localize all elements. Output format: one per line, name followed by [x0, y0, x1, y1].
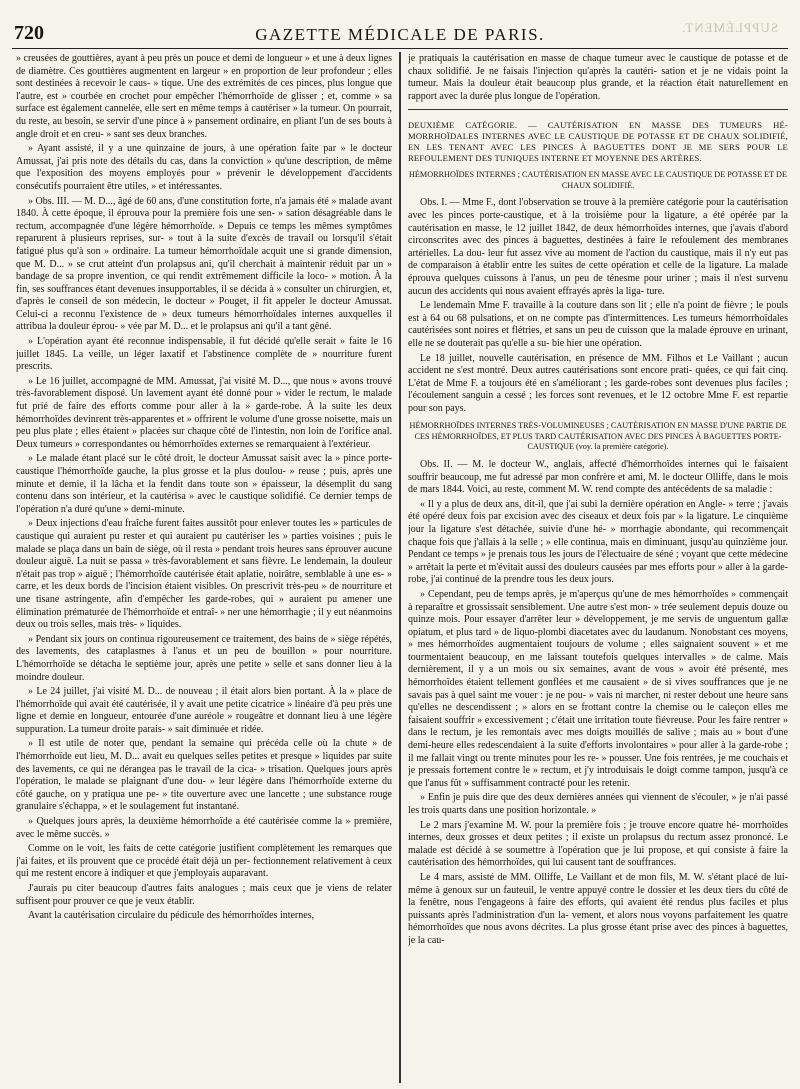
journal-title: GAZETTE MÉDICALE DE PARIS.: [255, 25, 545, 44]
observation-paragraph: Le 18 juillet, nouvelle cautérisation, en présence de MM. Filhos et Le Vaillant ; aucun accident ne s'est montré. Deux autres cautérisations sont encore prati- quées, ce qui fait cinq. L'état de Mme F. a toujours été en s'améliorant ; les garde-robes sont devenues plus faciles ; l'écoulement sanguin a cessé ; les forces sont revenues, et le 12 octobre Mme F. est repartie pour son pays.: [408, 352, 788, 414]
observation-paragraph: Le lendemain Mme F. travaille à la couture dans son lit ; elle n'a point de fièvre ; le pouls est à 64 ou 68 pulsations, et on ne compte pas d'intermittences. Les tumeurs hémorrhoïdales cautérisées sont noires et flétries, et sans un peu de cuisson que la malade éprouve en urinant, elle ne se douterait pas qu'elle a su- bie hier une opération.: [408, 300, 788, 349]
paragraph: » Quelques jours après, la deuxième hémorrhoïde a été cautérisée comme la » première, avec le même succès. »: [16, 816, 392, 840]
paragraph: J'aurais pu citer beaucoup d'autres faits analogues ; mais ceux que je viens de relater suffisent pour prouver ce que je veux établir.: [16, 883, 392, 907]
paragraph: Comme on le voit, les faits de cette catégorie justifient complètement les remarques que j'ai faites, et ils prouvent que ce procédé était déjà un per- fectionnement relativement à ceux qui me restent encore à indiquer et que j'employais auparavant.: [16, 843, 392, 880]
page-header: [12, 20, 788, 49]
observation-paragraph: Le 4 mars, assisté de MM. Olliffe, Le Vaillant et de mon fils, M. W. s'étant placé de lui-même à genoux sur un fauteuil, le ventre appuyé contre le dossier et les deux tiers du côté de la fenêtre, nous l'engageons à faire des efforts, qui avaient été rendus plus faciles et plus puissants après l'administration d'un la- vement, et alors nous voyons parfaitement les quatre hémorrhoïdes que nous avons décrites. La plus grosse étant prise avec des pinces à baguettes, je la cau-: [408, 871, 788, 946]
column-divider: [399, 52, 401, 1083]
paragraph: » Le 16 juillet, accompagné de MM. Amussat, j'ai visité M. D..., que nous » avons trouvé très-favorablement disposé. Un lavement ayant été donné pour » vider le rectum, le malade fut prié de faire des efforts comme pour aller à la » garde-robe. À la suite les deux hémorrhoïdes devinrent très-apparentes et » offrirent le volume d'une grosse noisette, mais un peu plus plate ; elles étaient » placées sur chaque côté de l'intestin, non loin de l'orifice anal. Deux tumeurs » correspondantes ou hémorrhoïdes externes se remarquaient à l'extérieur.: [16, 375, 392, 450]
paragraph: » Obs. III. — M. D..., âgé de 60 ans, d'une constitution forte, n'a jamais été » malade avant 1840. À cette époque, il éprouva pour la première fois une sen- » sation désagréable dans le rectum, accompagnée d'une légère hémorrhoïde. » Depuis ce temps les mêmes symptômes reparurent à plusieurs reprises, sur- » tout à la suite d'excès de travail ou lorsqu'il s'était fatigué plus qu'à son » ordinaire. La tumeur hémorrhoïdale acquit une si grande dimension, que M. D... » se crut atteint d'un prolapsus ani, qu'il cherchait à maintenir réduit par un » bandage de sa propre invention, ce qui rendit extrêmement difficile la loco- » motion. À la fin, ses souffrances étant devenues insupportables, il se décida à » consulter un chirurgien, et, d'après le conseil de son médecin, le docteur » Pouget, il fit appeler le docteur Amussat. Celui-ci a reconnu l'existence de » deux tumeurs hémorrhoïdales internes auxquelles il attribua la douleur éprou- » vée par M. D... et le prolapsus ani qu'il a tant gêné.: [16, 195, 392, 333]
left-column: [16, 53, 392, 1085]
observation-paragraph: Obs. I. — Mme F., dont l'observation se trouve à la première catégorie pour la cautérisation avec les pinces porte-caustique, et à la troisième pour la ligature, a été opérée par la cautérisation en masse, le 12 juillet 1842, de deux hémorrhoïdes internes, que j'avais d'abord circonscrites avec des pinces à baguettes, destinées à faire le refoulement des membranes artérielles. La dou- leur fut assez vive au moment de l'action du caustique, mais il n'y eut pas de comparaison à établir entre les suites de cette opération et celle de la ligature. La malade éprouva quelques cuissons à l'anus, un peu de ténesme pour uriner ; mais il n'est survenu aucun des accidents qui nous avaient effrayés après la liga- ture.: [408, 197, 788, 297]
subheading: HÉMORRHOÏDES INTERNES ; CAUTÉRISATION EN MASSE AVEC LE CAUSTIQUE DE POTASSE ET DE CHAUX SOLIDIFIÉ.: [409, 170, 787, 190]
subheading: HÉMORRHOÏDES INTERNES TRÈS-VOLUMINEUSES ; CAUTÉRISATION EN MASSE D'UNE PARTIE DE CES HÉMORRHOÏDES, ET PLUS TARD CAUTÉRISATION AVEC DES PINCES À BAGUETTES PORTE-CAUSTIQUE (voy. la première catégorie).: [409, 421, 787, 452]
paragraph: » Pendant six jours on continua rigoureusement ce traitement, des bains de » siège répétés, des lavements, des cataplasmes à l'anus et un peu de bouillon » pour nourriture. L'hémorrhoïde se détacha le septième jour, après une petite » selle et sans donner lieu à la moindre douleur.: [16, 633, 392, 683]
observation-paragraph: » Enfin je puis dire que des deux dernières années qui viennent de s'écouler, » je n'ai passé les trois quarts dans une position horizontale. »: [408, 792, 788, 816]
paragraph: » Il est utile de noter que, pendant la semaine qui précéda celle où la chute » de l'hémorrhoïde eut lieu, M. D... avait eu quelques selles petites et presque » liquides par suite des lavements, ce qui ne dérangea pas le travail de la cica- » trisation. Quelques jours après l'opération, le malade se plaignant d'une dou- » leur légère dans l'hémorrhoïde externe du côté gauche, on y pratiqua une pe- » tite ouverture avec une lancette ; une substance rouge granulaire s'échappa, » et le soulagement fut instantané.: [16, 738, 392, 813]
right-column: [408, 53, 788, 1085]
paragraph: » creusées de gouttières, ayant à peu près un pouce et demi de longueur » et une à deux lignes de diamètre. Ces gouttières augmentent en largeur » en proportion de leur profondeur ; elles sont destinées à recevoir le caus- » tique. Une des extrémités de ces pinces, plus longue que l'autre, est » courbée en crochet pour empêcher l'hémorrhoïde de glisser ; et, comme » sa surface est également cannelée, elle sert en même temps à cautériser » la tumeur. On pourrait, du reste, au besoin, se servir d'une pince à » pansement ordinaire, en pliant l'un de ses bouts à angle droit et en creu- » sant ses deux branches.: [16, 53, 392, 140]
paragraph: » Le malade étant placé sur le côté droit, le docteur Amussat saisit avec la » pince porte-caustique l'hémorrhoïde gauche, la plus grosse et la plus doulou- » reuse ; puis, après une minute et demie, il la lâcha et la fendit dans toute son » épaisseur, la désemplit du sang contenu dans son intérieur, et la cautérisa » avec le caustique solidifié. Ce dernier temps de l'opération n'a duré qu'une » demi-minute.: [16, 453, 392, 515]
paragraph: » Le 24 juillet, j'ai visité M. D... de nouveau ; il était alors bien portant. À la » place de l'hémorrhoïde qui avait été cautérisée, il y avait une petite cicatrice » linéaire d'à peu près une ligne et demie en longueur, entourée d'une auréole » rougeâtre et donnant lieu à une légère suppuration. La tumeur droite parais- » sait diminuée et ridée.: [16, 686, 392, 735]
paragraph: » L'opération ayant été reconnue indispensable, il fut décidé qu'elle serait » faite le 16 juillet 1845. La veille, un léger laxatif et l'abstinence complète de » nourriture furent prescrits.: [16, 336, 392, 373]
paragraph: » Ayant assisté, il y a une quinzaine de jours, à une opération faite par » le docteur Amussat, j'ai pris note des détails du cas, dans la conviction » qu'une description, de même que l'exposition des moyens employés pour » prévenir le développement d'accidents consécutifs pourraient être utiles, » et intéressantes.: [16, 143, 392, 192]
page-number: 720: [14, 22, 44, 44]
observation-paragraph: » Cependant, peu de temps après, je m'aperçus qu'une de mes hémorrhoïdes » commençait à reparaître et grossissait sensiblement. Une autre s'est mon- » trée seulement depuis douze ou quinze mois. Pour essayer d'arrêter leur » développement, je me servis de unguentum gallæ opiatum, et plus tard » de liquo-plombi diacetates avec du laudanum. Nonobstant ces moyens, » mes hémorrhoïdes augmentaient toujours de volume ; elles saignaient souvent » et me tourmentaient beaucoup, en me laissant toutefois quelques intervalles » de calme. Mais dernièrement, il y a un mois ou six semaines, avant de vous » avoir été présenté, mes hémorrhoïdes étaient tellement gonflées et me causaient » de si vives souffrances que je ne savais pas à quel saint me vouer : je ne pou- » vais ni marcher, ni rester debout une heure sans qu'elles ne descendissent ; » alors en se frottant contre la chemise ou le caleçon elles me faisaient souffrir » excessivement ; c'était une irritation toute fiévreuse. Pour les faire rentrer » dans le rectum, je les remontais avec mes doigts mouillés de salive ; mais au » bout d'une demi-heure elles redescendaient à la suite d'efforts involontaires » pour aller à la garde-robe ; il me fallait vingt ou trente minutes pour les re- » pousser. Une fois rentrées, je me couchais et je pressais fortement contre le » rectum, et j'y introduisais le doigt comme tampon, jusqu'à ce que l'anus fût » suffisamment contracté pour les retenir.: [408, 588, 788, 789]
observation-paragraph: Obs. II. — M. le docteur W., anglais, affecté d'hémorrhoïdes internes qui le faisaient souffrir beaucoup, me fut adressé par mon confrère et ami, M. le docteur Olliffe, dans le mois de mars 1844. Voici, au reste, comment M. W. rend compte des antécédents de sa maladie :: [408, 458, 788, 496]
observation-paragraph: « Il y a plus de deux ans, dit-il, que j'ai subi la dernière opération en Angle- » terre ; j'avais été opéré deux fois par excision avec des ciseaux et deux fois par » la ligature. Le cinquième jour la ligature s'est détachée, suivie d'une hé- » morrhagie abondante, qui recommençait chaque fois que j'allais à la selle ; » elle continua, mais en diminuant, jusqu'au quinzième jour. Pendant ce temps » je prenais tous les jours de l'électuaire de séné ; voyant que cette médecine » arrêtait la perte et m'évitait aussi des douleurs causées par mes efforts pour » aller à la garde-robe, j'ai continué de la prendre tous les deux jours.: [408, 498, 788, 586]
paragraph: je pratiquais la cautérisation en masse de chaque tumeur avec le caustique de potasse et de chaux solidifié. Je ne faisais l'injection qu'après la cautéri- sation et je ne vidais point la tumeur. Mais la douleur était beaucoup plus grande, et la réaction était naturellement en rapport avec la durée plus longue de l'opération.: [408, 53, 788, 102]
bleed-through-text: SUPPLÉMENT.: [680, 20, 778, 35]
observation-paragraph: Le 2 mars j'examine M. W. pour la première fois ; je trouve encore quatre hé- morrhoïdes internes, deux grosses et deux petites ; il existe un prolapsus du rectum assez prononcé. Le malade est décidé à se soumettre à l'opération que je lui propose, et qui consiste à faire la cautérisation des hémorrhoïdes, qui lui causent tant de souffrances.: [408, 819, 788, 869]
paragraph: Avant la cautérisation circulaire du pédicule des hémorrhoïdes internes,: [28, 910, 315, 922]
paragraph: » Deux injections d'eau fraîche furent faites aussitôt pour enlever toutes les » particules de caustique qui auraient pu rester et qui auraient pu cautériser les » parties voisines ; puis le malade se plaça dans un bain de siège, où il resta » pendant trois heures sans éprouver aucune douleur aiguë. La nuit se passa » très-favorablement et sans fièvre. Le lendemain, la douleur n'était pas trop » aiguë ; l'hémorrhoïde cautérisée était aplatie, noirâtre, semblable à une es- » carre, et les deux bords de l'incision étaient visibles. On prescrivit très-peu » de nourriture et une tisane astringente, afin d'empêcher les garde-robes, qui » auraient pu amener une élimination prématurée de l'hémorrhoïde et entraî- » ner une hémorrhagie ; il y eut néanmoins deux ou trois selles, mais très- » liquides.: [16, 518, 392, 631]
section-heading: DEUXIÈME CATÉGORIE. — CAUTÉRISATION EN MASSE DES TUMEURS HÉ- MORRHOÏDALES INTERNES AVEC LE CAUSTIQUE DE POTASSE ET DE CHAUX SOLIDIFIÉ, EN LES TENANT AVEC LES PINCES À BAGUETTES DONT JE ME SERS POUR LE REFOULEMENT DES TUNIQUES INTERNE ET MOYENNE DES ARTÈRES.: [408, 120, 788, 164]
section-rule: [408, 109, 788, 110]
